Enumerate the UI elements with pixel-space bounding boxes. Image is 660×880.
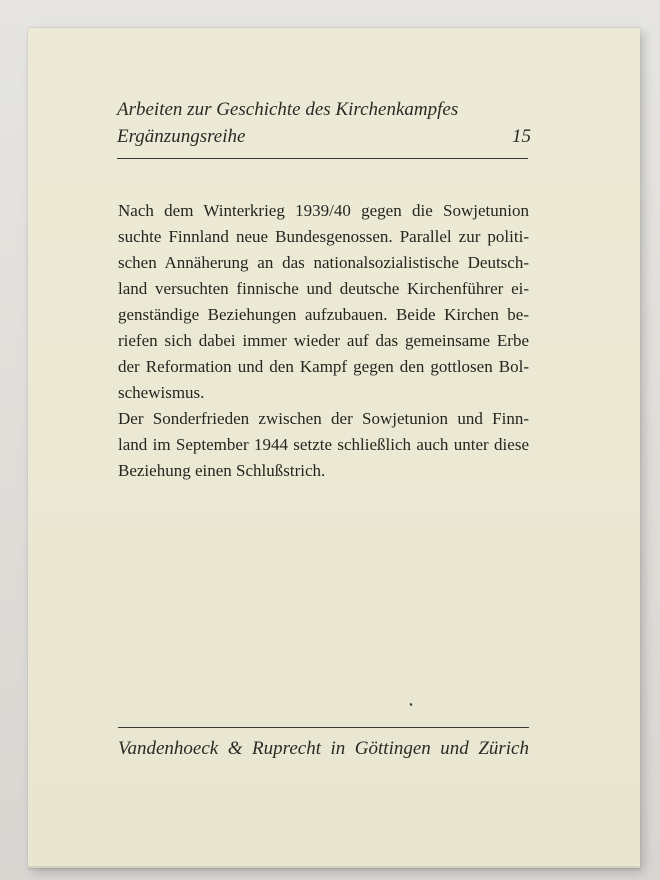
blurb-line: schewismus.	[118, 383, 205, 402]
blurb-line: Der Sonderfrieden zwischen der Sowjetunion und Finn-	[118, 409, 529, 428]
series-title-row	[117, 96, 531, 123]
series-volume-number: 15	[512, 126, 531, 147]
series-subtitle: Ergänzungsreihe	[117, 126, 246, 147]
blurb-line: genständige Beziehungen aufzubauen. Beide Kirchen be-	[118, 305, 529, 324]
blurb-line: schen Annäherung an das nationalsozialistische Deutsch-	[118, 253, 529, 272]
blurb-line: riefen sich dabei immer wieder auf das gemeinsame Erbe	[118, 331, 529, 350]
blurb-text	[118, 198, 529, 484]
series-subtitle-row	[117, 123, 531, 150]
blurb-line: land versuchten finnische und deutsche Kirchenführer ei-	[118, 279, 529, 298]
blurb-line: der Reformation und den Kampf gegen den gottlosen Bol-	[118, 357, 529, 376]
series-header	[117, 96, 531, 150]
blurb-line: Beziehung einen Schlußstrich.	[118, 461, 326, 480]
bottom-divider-rule	[118, 727, 529, 728]
blurb-line: land im September 1944 setzte schließlich auch unter diese	[118, 435, 529, 454]
series-title: Arbeiten zur Geschichte des Kirchenkampfes	[117, 99, 459, 120]
blurb-line: Nach dem Winterkrieg 1939/40 gegen die Sowjetunion	[118, 201, 529, 220]
blurb-line: suchte Finnland neue Bundesgenossen. Parallel zur politi-	[118, 227, 529, 246]
cover-shadow	[28, 866, 640, 872]
publisher-imprint: Vandenhoeck & Ruprecht in Göttingen und Zürich	[118, 738, 529, 759]
top-divider-rule	[117, 158, 528, 159]
